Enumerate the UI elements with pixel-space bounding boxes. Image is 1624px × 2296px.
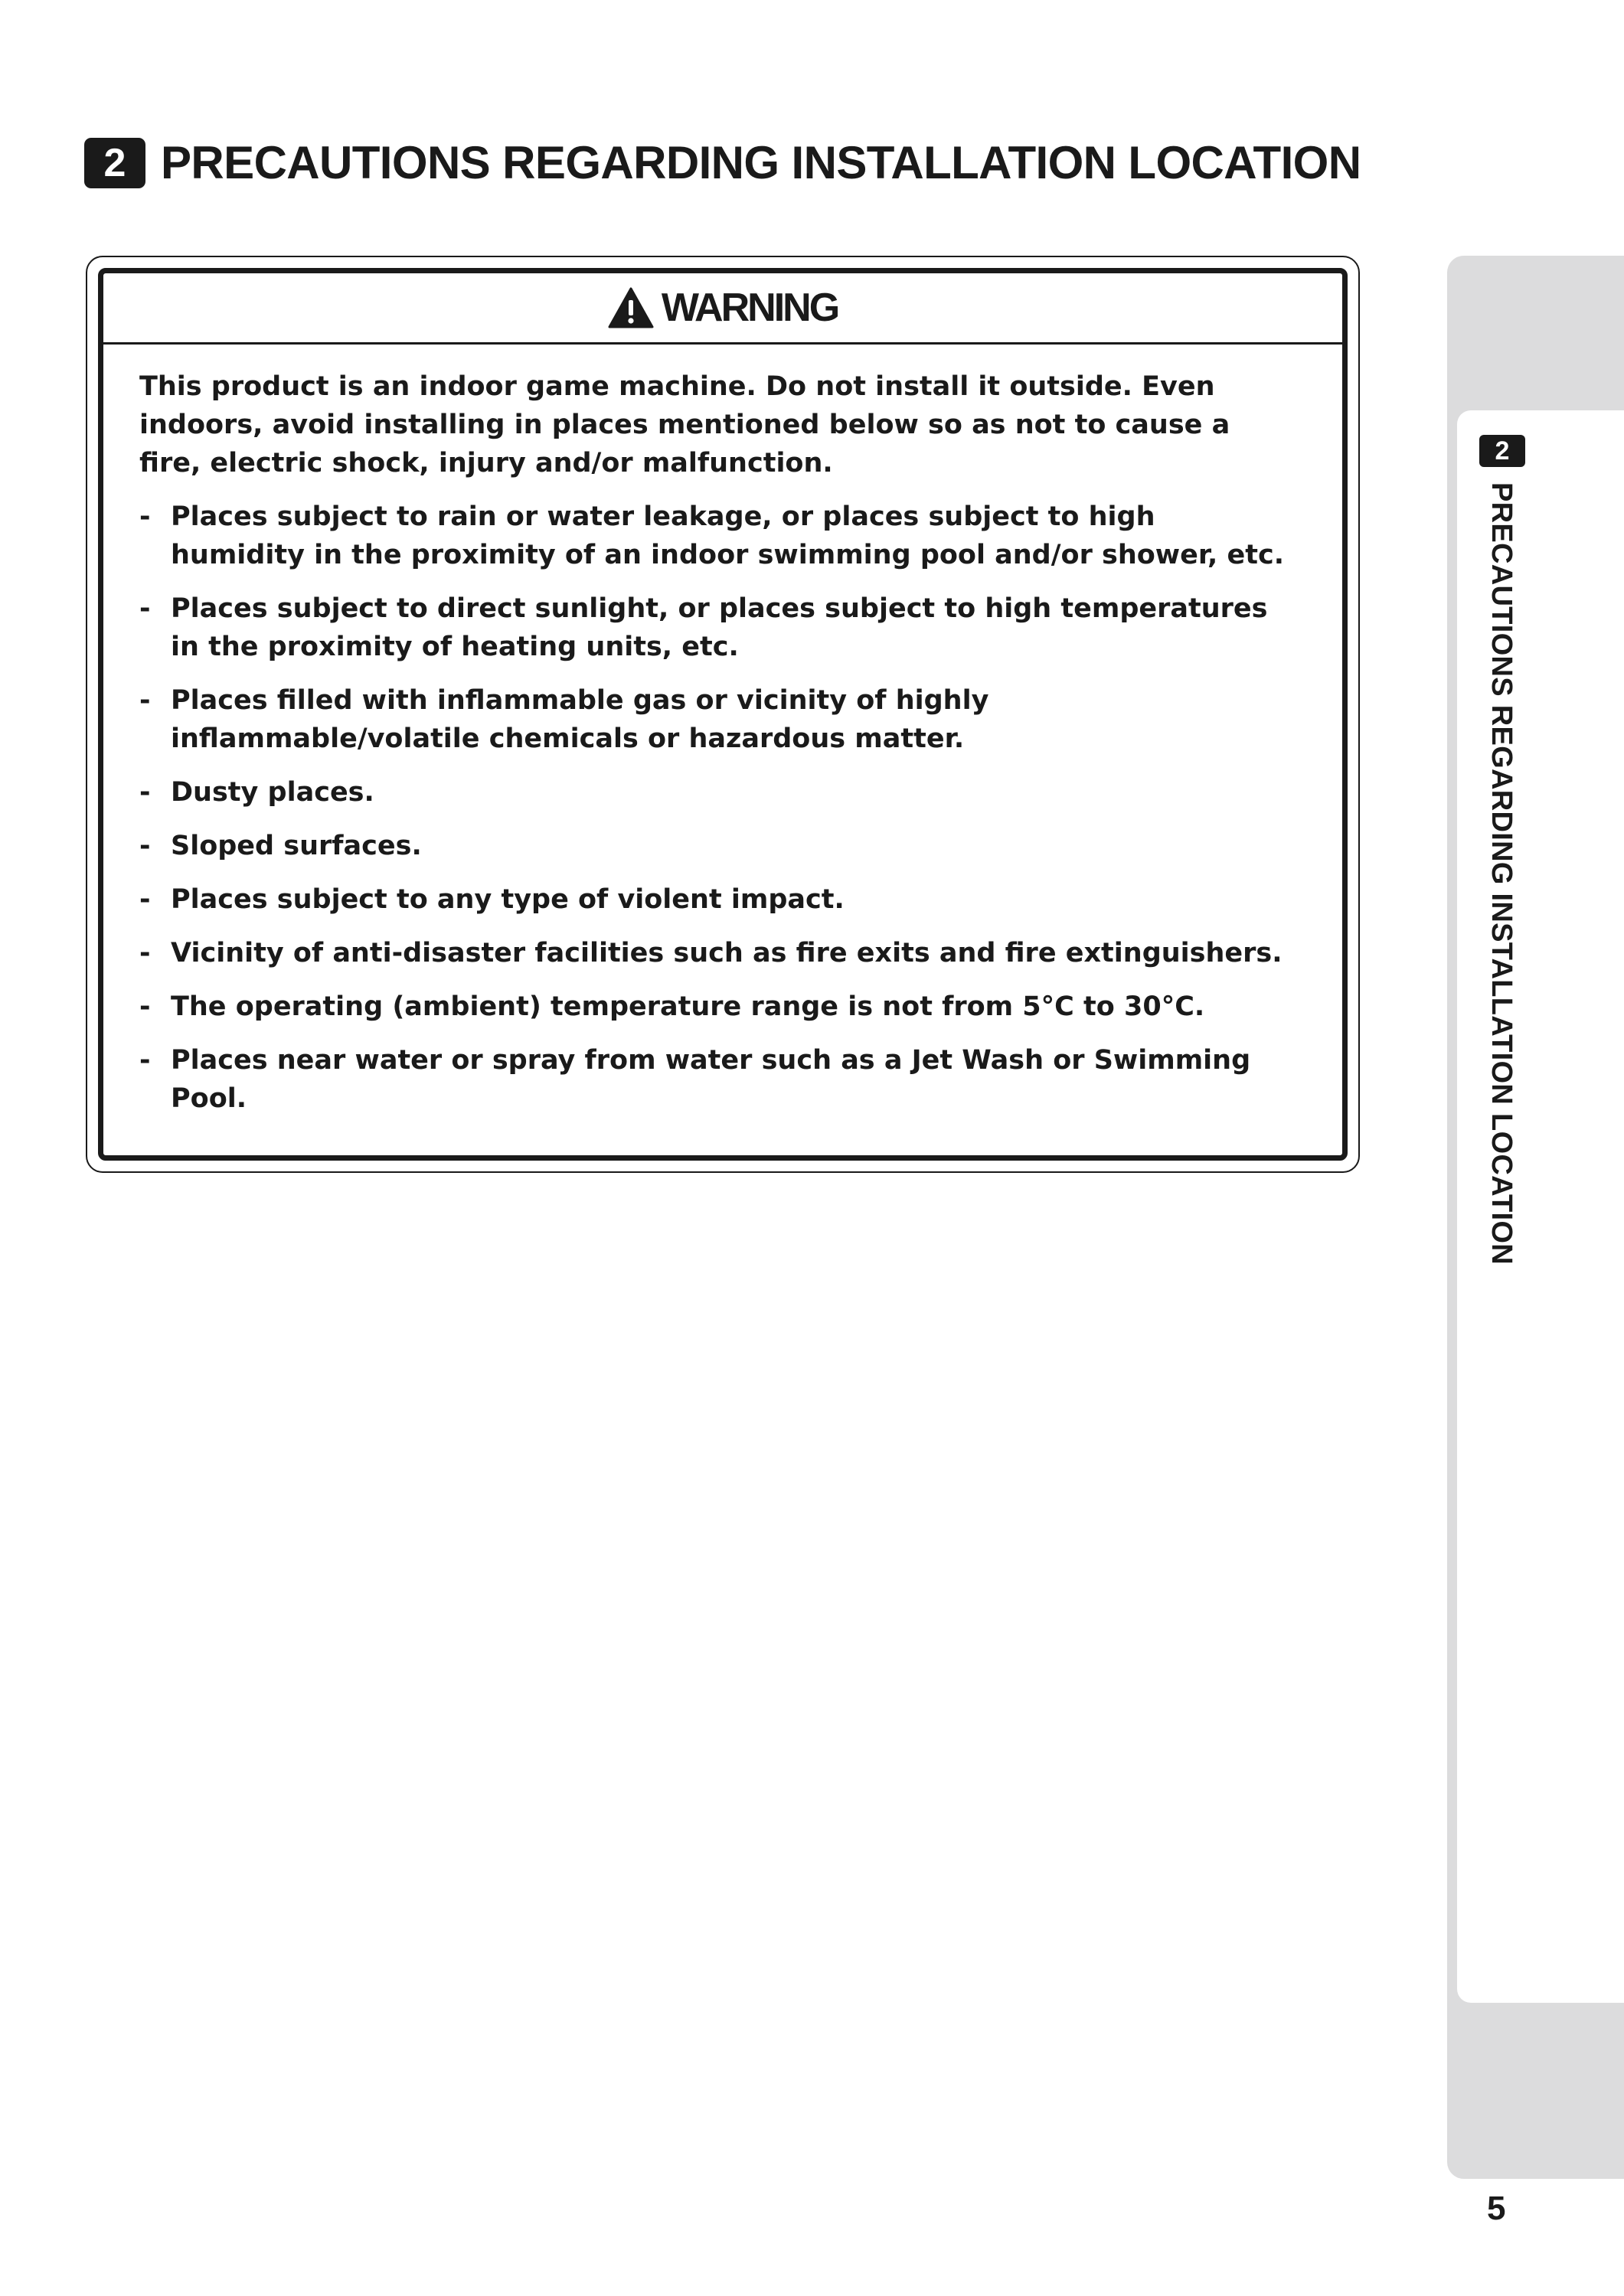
list-item-text: Places filled with inflammable gas or vicinity of highly inflammable/volatile chemicals or hazardous matter.: [171, 685, 989, 754]
warning-list: [139, 498, 1296, 1118]
list-item-text: The operating (ambient) temperature range is not from 5°C to 30°C.: [171, 991, 1205, 1022]
list-item: - Places subject to any type of violent impact.: [139, 884, 845, 915]
list-item: - Sloped surfaces.: [139, 831, 422, 861]
page-title: PRECAUTIONS REGARDING INSTALLATION LOCATION: [161, 137, 1361, 188]
warning-intro: This product is an indoor game machine. Do not install it outside. Even indoors, avoid installing in places mentioned below so as not to cause a fire, electric shock, injury and/or malfunction.: [139, 371, 1230, 478]
list-item: - Places near water or spray from water such as a Jet Wash or Swimming Pool.: [139, 1045, 1251, 1114]
list-item: - Places filled with inflammable gas or vicinity of highly inflammable/volatile chemicals or hazardous matter.: [139, 685, 989, 754]
list-item: - Vicinity of anti-disaster facilities such as fire exits and fire extinguishers.: [139, 938, 1283, 968]
side-tab-title: PRECAUTIONS REGARDING INSTALLATION LOCATION: [1485, 482, 1518, 1265]
warning-label: WARNING: [661, 286, 838, 330]
page-number: 5: [1487, 2190, 1506, 2227]
list-item: - Places subject to rain or water leakage, or places subject to high humidity in the proximity of an indoor swimming pool and/or shower, etc.: [139, 501, 1284, 570]
list-item-text: Sloped surfaces.: [171, 831, 422, 861]
list-item: - The operating (ambient) temperature range is not from 5°C to 30°C.: [139, 991, 1205, 1022]
list-item-text: Dusty places.: [171, 777, 374, 808]
warning-header: [103, 273, 1342, 345]
list-item-text: Places subject to direct sunlight, or places subject to high temperatures in the proximity of heating units, etc.: [171, 593, 1268, 662]
section-number-badge: 2: [84, 138, 145, 188]
list-item-text: Places subject to rain or water leakage, or places subject to high humidity in the proximity of an indoor swimming pool and/or shower, etc.: [171, 501, 1284, 570]
list-item: - Dusty places.: [139, 777, 374, 808]
list-item: - Places subject to direct sunlight, or places subject to high temperatures in the proximity of heating units, etc.: [139, 593, 1268, 662]
warning-box: [86, 256, 1360, 1173]
side-tab-number-badge: 2: [1479, 435, 1525, 467]
warning-body: [103, 345, 1342, 1118]
warning-box-inner: [98, 268, 1348, 1161]
section-header: [84, 136, 1361, 189]
list-item-text: Places near water or spray from water such as a Jet Wash or Swimming Pool.: [171, 1045, 1251, 1114]
list-item-text: Places subject to any type of violent impact.: [171, 884, 845, 915]
list-item-text: Vicinity of anti-disaster facilities such as fire exits and fire extinguishers.: [171, 938, 1283, 968]
warning-triangle-icon: [608, 287, 654, 328]
